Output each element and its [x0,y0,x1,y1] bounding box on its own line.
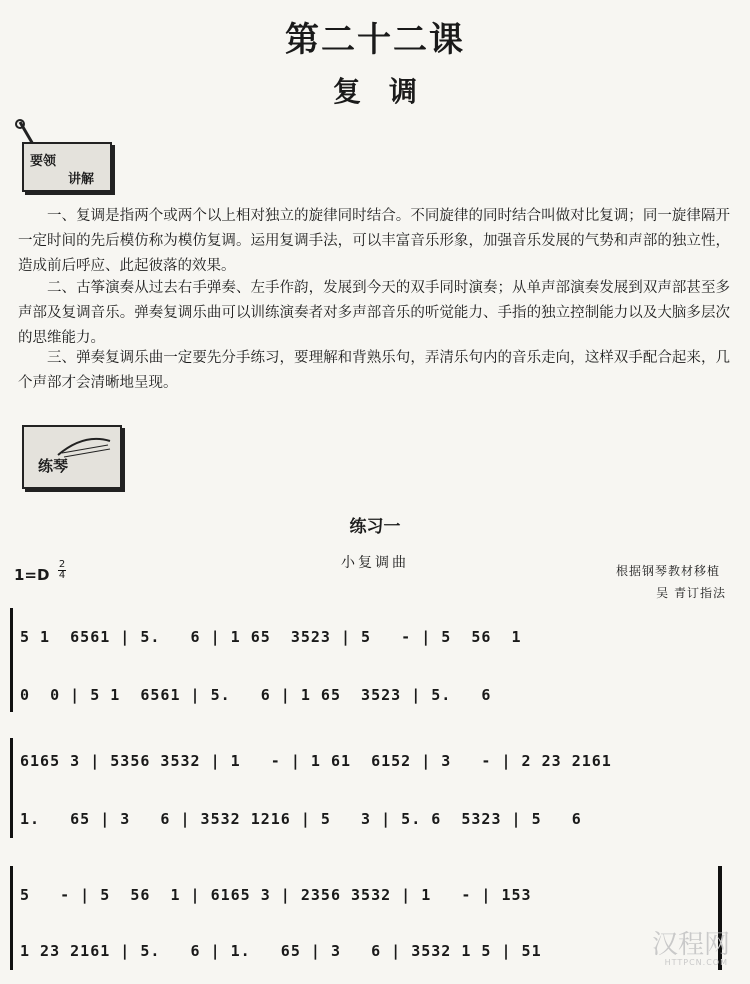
piece-title: 小复调曲 [341,555,409,571]
paragraph: 三、弹奏复调乐曲一定要先分手练习，要理解和背熟乐句，弄清乐句内的音乐走向，这样双手配合起来，几个声部才会清晰地呈现。 [18,350,730,391]
score-line-lower: 1 23 2161 | 5. 6 | 1. 65 | 3 6 | 3532 1 5 | 51 [20,942,542,960]
score-line-upper: 6165 3 | 5356 3532 | 1 - | 1 61 6152 | 3 - | 2 23 2161 [20,752,612,770]
key-signature: 1=D [14,566,50,584]
paragraph: 二、古筝演奏从过去右手弹奏、左手作韵，发展到今天的双手同时演奏；从单声部演奏发展到双声部甚至多声部及复调音乐。弹奏复调乐曲可以训练演奏者对多声部音乐的听觉能力、手指的独立控制能力以及大脑多层次的思维能力。 [18,280,730,346]
time-top: 2 [58,559,66,570]
lesson-title: 第二十二课 [285,20,465,60]
paragraph: 一、复调是指两个或两个以上相对独立的旋律同时结合。不同旋律的同时结合叫做对比复调；同一旋律隔开一定时间的先后模仿称为模仿复调。运用复调手法，可以丰富音乐形象，加强音乐发展的气势和声部的独立性，造成前后呼应、此起彼落的效果。 [18,208,730,274]
badge-label: 讲解 [68,172,95,187]
key-points-badge [22,142,112,192]
fingering-credit: 吴 青订指法 [656,586,726,600]
badge-label: 要领 [30,154,57,169]
exercise-title: 练习一 [349,517,401,537]
score-line-upper: 5 1 6561 | 5. 6 | 1 65 3523 | 5 - | 5 56 1 [20,628,522,646]
watermark-logo: 汉程网 [651,930,730,960]
score-line-lower: 1. 65 | 3 6 | 3532 1216 | 5 3 | 5. 6 5323 | 5 6 [20,810,582,828]
time-signature [58,560,66,581]
score-line-upper: 5 - | 5 56 1 | 6165 3 | 2356 3532 | 1 - | 153 [20,886,532,904]
watermark-url: HTTPCN.COM [664,958,728,967]
system-brace [10,738,13,838]
score-line-lower: 0 0 | 5 1 6561 | 5. 6 | 1 65 3523 | 5. 6 [20,686,492,704]
system-brace [10,608,13,712]
system-brace [10,866,13,970]
arrangement-credit: 根据钢琴教材移植 [615,564,720,578]
badge-label: 练琴 [38,457,69,475]
lesson-subtitle: 复调 [332,75,445,108]
practice-badge [22,425,122,489]
time-bottom: 4 [58,570,66,581]
